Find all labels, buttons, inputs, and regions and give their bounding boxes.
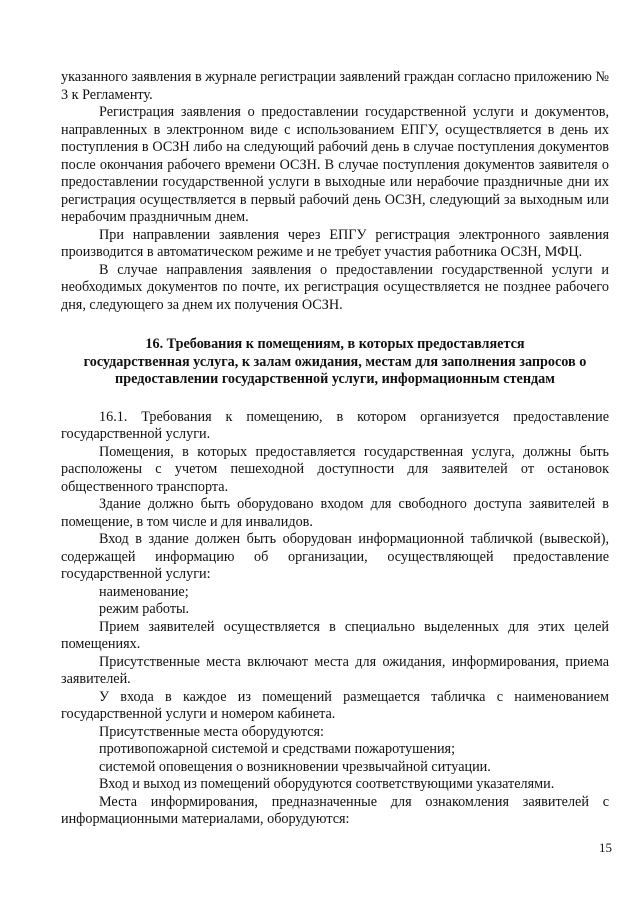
paragraph: При направлении заявления через ЕПГУ регистрация электронного заявления производится в автоматическом режиме и не требует участия работника ОСЗН, МФЦ. (61, 226, 609, 260)
document-body (61, 69, 609, 829)
section-heading-line: государственная услуга, к залам ожидания, местам для заполнения запросов о (83, 353, 587, 370)
paragraph: В случае направления заявления о предоставлении государственной услуги и необходимых документов по почте, их регистрация осуществляется не позднее рабочего дня, следующего за днем их получения ОСЗН. (61, 261, 609, 313)
paragraph: 16.1. Требования к помещению, в котором организуется предоставление государственной услуги. (61, 408, 609, 442)
paragraph: Места информирования, предназначенные для ознакомления заявителей с информационными материалами, оборудуются: (61, 793, 609, 827)
section-heading-line: 16. Требования к помещениям, в которых предоставляется (145, 336, 525, 352)
paragraph: Прием заявителей осуществляется в специально выделенных для этих целей помещениях. (61, 618, 609, 652)
paragraph: Присутственные места оборудуются: (99, 723, 324, 740)
page-number: 15 (599, 840, 612, 855)
paragraph: Помещения, в которых предоставляется государственная услуга, должны быть расположены с учетом пешеходной доступности для заявителей от остановок общественного транспорта. (61, 443, 609, 495)
paragraph: Здание должно быть оборудовано входом для свободного доступа заявителей в помещение, в том числе и для инвалидов. (61, 496, 609, 530)
paragraph: У входа в каждое из помещений размещается табличка с наименованием государственной услуги и номером кабинета. (61, 688, 609, 722)
list-item: режим работы. (99, 601, 190, 617)
paragraph: Регистрация заявления о предоставлении государственной услуги и документов, направленных в электронном виде с использованием ЕПГУ, осуществляется в день их поступления в ОСЗН либо на следующий рабочий день в случае поступления документов после окончания рабочего времени ОСЗН. В случае поступления документов заявителя о предоставлении государственной услуги в выходные или нерабочие праздничные дни их регистрация осуществляется в первый рабочий день ОСЗН, следующий за выходным или нерабочим праздничным днем. (61, 104, 609, 225)
paragraph: Присутственные места включают места для ожидания, информирования, приема заявителей. (61, 653, 609, 687)
section-heading (61, 336, 609, 389)
paragraph: Вход в здание должен быть оборудован информационной табличкой (вывеской), содержащей информацию об организации, осуществляющей предоставление государственной услуги: (61, 531, 609, 582)
list-item: системой оповещения о возникновении чрезвычайной ситуации. (99, 758, 491, 775)
paragraph: указанного заявления в журнале регистрации заявлений граждан согласно приложению № 3 к Регламенту. (61, 69, 609, 103)
paragraph: Вход и выход из помещений оборудуются соответствующими указателями. (99, 776, 555, 792)
list-item: наименование; (99, 583, 189, 600)
section-heading-line: предоставлении государственной услуги, информационным стендам (115, 371, 555, 387)
list-item: противопожарной системой и средствами пожаротушения; (99, 741, 456, 757)
